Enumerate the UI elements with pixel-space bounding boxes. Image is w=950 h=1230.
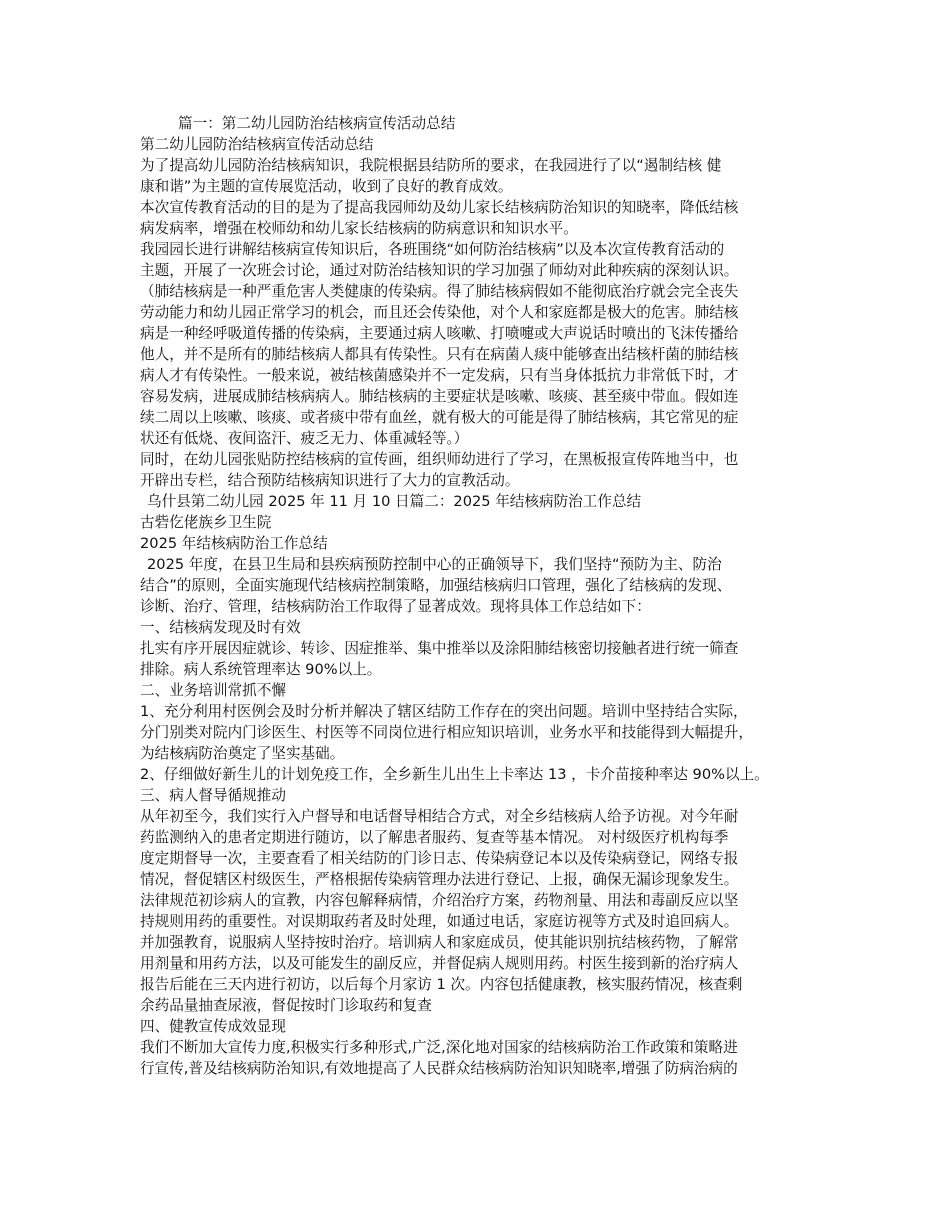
text-line: 持规则用药的重要性。对误期取药者及时处理，如通过电话，家庭访视等方式及时追回病人。	[140, 913, 739, 930]
text-line: 1、充分利用村医例会及时分析并解决了辖区结防工作存在的突出问题。培训中坚持结合实际，	[140, 703, 748, 720]
text-line: 结合”的原则，全面实施现代结核病控制策略，加强结核病归口管理，强化了结核病的发现、	[140, 577, 732, 594]
text-line: 扎实有序开展因症就诊、转诊、因症推举、集中推举以及涂阳肺结核密切接触者进行统一筛查	[140, 640, 739, 657]
text-line: 二、业务培训常抓不懈	[140, 682, 286, 699]
text-line: 病是一种经呼吸道传播的传染病，主要通过病人咳嗽、打喷嚏或大声说话时喷出的飞沫传播给	[140, 325, 739, 342]
text-line: 开辟出专栏，结合预防结核病知识进行了大力的宣教活动。	[140, 472, 520, 489]
text-line: 本次宣传教育活动的目的是为了提高我园师幼及幼儿家长结核病防治知识的知晓率，降低结核	[140, 199, 739, 216]
text-line: 报告后能在三天内进行初访，以后每个月家访 1 次。内容包括健康教，核实服药情况，核查剩	[140, 976, 743, 993]
text-line: 度定期督导一次，主要查看了相关结防的门诊日志、传染病登记本以及传染病登记，网络专报	[140, 850, 739, 867]
text-line: 2025 年结核病防治工作总结	[140, 535, 328, 552]
text-line: 病人才有传染性。一般来说，被结核菌感染并不一定发病，只有当身体抵抗力非常低下时，才	[140, 367, 739, 384]
text-line: 三、病人督导循规推动	[140, 787, 286, 804]
text-line: 我园园长进行讲解结核病宣传知识后，各班围绕“如何防治结核病”以及本次宣传教育活动的	[140, 241, 725, 258]
text-line: 第二幼儿园防治结核病宣传活动总结	[140, 136, 374, 153]
text-line: 他人，并不是所有的肺结核病人都具有传染性。只有在病菌人痰中能够查出结核杆菌的肺结核	[140, 346, 739, 363]
text-line: 2025 年度，在县卫生局和县疾病预防控制中心的正确领导下，我们坚持“预防为主、防治	[147, 556, 722, 573]
text-line: 2、仔细做好新生儿的计划免疫工作，全乡新生儿出生上卡率达 13 ，卡介苗接种率达 90%以上。	[140, 766, 769, 783]
text-line: 康和谐”为主题的宣传展览活动，收到了良好的教育成效。	[140, 178, 513, 195]
document-page	[140, 113, 820, 1079]
text-line: 法律规范初诊病人的宣教，内容包解释病情，介绍治疗方案，药物剂量、用法和毒副反应以坚	[140, 892, 739, 909]
text-line: 古砦仡佬族乡卫生院	[140, 514, 272, 531]
text-line: 我们不断加大宣传力度,积极实行多种形式,广泛,深化地对国家的结核病防治工作政策和策略进	[140, 1039, 738, 1056]
text-line: 容易发病，进展成肺结核病病人。肺结核病的主要症状是咳嗽、咳痰、甚至痰中带血。假如连	[140, 388, 739, 405]
text-line: 行宣传,普及结核病防治知识,有效地提高了人民群众结核病防治知识知晓率,增强了防病治病的	[140, 1060, 738, 1077]
text-line: 并加强教育，说服病人坚持按时治疗。培训病人和家庭成员，使其能识别抗结核药物，了解常	[140, 934, 739, 951]
text-line: 用剂量和用药方法，以及可能发生的副反应，并督促病人规则用药。村医生接到新的治疗病人	[140, 955, 739, 972]
text-line: 药监测纳入的患者定期进行随访，以了解患者服药、复查等基本情况。 对村级医疗机构每季	[140, 829, 729, 846]
text-line: 主题，开展了一次班会讨论，通过对防治结核知识的学习加强了师幼对此种疾病的深刻认识。	[140, 262, 739, 279]
text-line: 为了提高幼儿园防治结核病知识，我院根据县结防所的要求，在我园进行了以“遏制结核 健	[140, 157, 722, 174]
text-line: 一、结核病发现及时有效	[140, 619, 301, 636]
text-line: 从年初至今，我们实行入户督导和电话督导相结合方式，对全乡结核病人给予访视。对今年耐	[140, 808, 739, 825]
text-line: 为结核病防治奠定了坚实基础。	[140, 745, 345, 762]
text-line: 病发病率，增强在校师幼和幼儿家长结核病的防病意识和知识水平。	[140, 220, 578, 237]
text-line: 四、健教宣传成效显现	[140, 1018, 286, 1035]
text-line: 篇一：第二幼儿园防治结核病宣传活动总结	[178, 115, 456, 132]
text-line: 诊断、治疗、管理，结核病防治工作取得了显著成效。现将具体工作总结如下：	[140, 598, 651, 615]
text-line: （肺结核病是一种严重危害人类健康的传染病。得了肺结核病假如不能彻底治疗就会完全丧失	[140, 283, 739, 300]
text-line: 乌什县第二幼儿园 2025 年 11 月 10 日篇二：2025 年结核病防治工作总结	[147, 493, 642, 510]
text-line: 劳动能力和幼儿园正常学习的机会，而且还会传染他，对个人和家庭都是极大的危害。肺结核	[140, 304, 739, 321]
text-line: 情况，督促辖区村级医生，严格根据传染病管理办法进行登记、上报，确保无漏诊现象发生。	[140, 871, 739, 888]
text-line: 分门别类对院内门诊医生、村医等不同岗位进行相应知识培训，业务水平和技能得到大幅提升，	[140, 724, 753, 741]
text-line: 续二周以上咳嗽、咳痰、或者痰中带有血丝，就有极大的可能是得了肺结核病，其它常见的症	[140, 409, 739, 426]
text-line: 同时，在幼儿园张贴防控结核病的宣传画，组织师幼进行了学习，在黑板报宣传阵地当中，也	[140, 451, 739, 468]
text-line: 余药品量抽查尿液，督促按时门诊取药和复查	[140, 997, 432, 1014]
text-line: 状还有低烧、夜间盗汗、疲乏无力、体重减轻等。）	[140, 430, 469, 447]
text-line: 排除。病人系统管理率达 90%以上。	[140, 661, 382, 678]
